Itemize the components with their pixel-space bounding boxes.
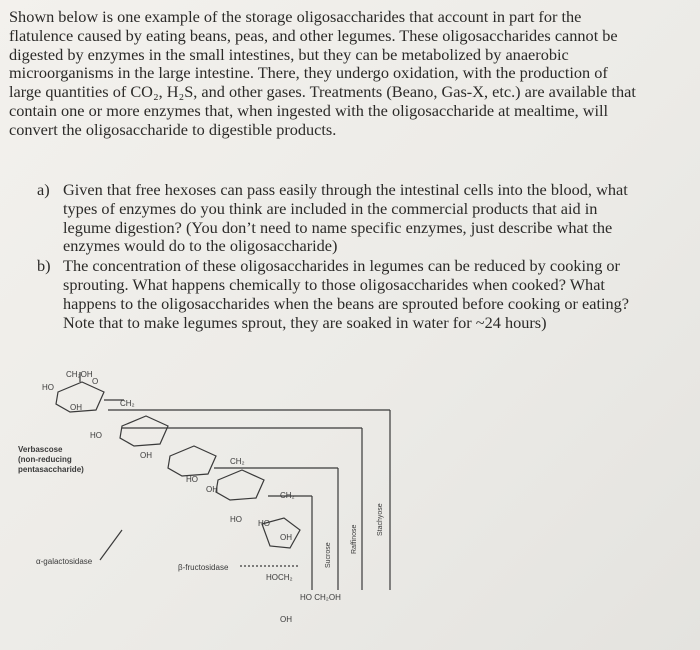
ring-label-ho: HO — [230, 515, 242, 524]
ring-label-ho: HO — [186, 475, 198, 484]
ring-label-ho: HO — [258, 519, 270, 528]
ring-label-oh: OH — [206, 485, 218, 494]
sucrose-label: Sucrose — [325, 542, 332, 568]
question-line: happens to the oligosaccharides when the beans are sprouted before cooking or eating? — [63, 293, 630, 313]
question-line: Given that free hexoses can pass easily through the intestinal cells into the blood, what — [63, 180, 628, 199]
verbascose-structure-diagram — [0, 360, 700, 650]
ring-label-ho: HO — [90, 431, 102, 440]
question-label: a) — [37, 180, 50, 199]
verbascose-note: pentasaccharide) — [18, 465, 84, 474]
ring-label-oh: OH — [140, 451, 152, 460]
ring-label-o: O — [92, 377, 99, 386]
intro-line: large quantities of CO₂, H₂S, and other gases. Treatments (Beano, Gas-X, etc.) are available that — [9, 82, 636, 102]
intro-line: microorganisms in the large intestine. There, they undergo oxidation, with the production of — [9, 63, 608, 83]
raffinose-label: Raffinose — [351, 524, 358, 554]
question-list — [37, 181, 692, 333]
intro-paragraph — [9, 8, 697, 140]
ring-label-oh: OH — [280, 533, 292, 542]
ring-label-hoch2oh: HO CH₂OH — [300, 593, 341, 602]
question-line: The concentration of these oligosaccharides in legumes can be reduced by cooking or — [63, 256, 620, 276]
alpha-galactosidase-label: α-galactosidase — [36, 557, 93, 566]
stachyose-label: Stachyose — [377, 503, 384, 536]
intro-line: contain one or more enzymes that, when ingested with the oligosaccharide at mealtime, will — [9, 100, 609, 120]
question-line: sprouting. What happens chemically to those oligosaccharides when cooked? What — [63, 274, 605, 294]
ring-label-ch2: CH₂ — [120, 399, 135, 408]
question-line: enzymes would do to the oligosaccharide) — [63, 236, 338, 256]
verbascose-note: (non-reducing — [18, 455, 72, 464]
ring-label-ch2: CH₂ — [280, 491, 295, 500]
intro-line: Shown below is one example of the storage oligosaccharides that account in part for the — [9, 7, 582, 26]
ring-label-hoch2: HOCH₂ — [266, 573, 293, 582]
ring-label-ho: HO — [42, 383, 54, 392]
galactose-ring-3 — [168, 446, 216, 476]
question-line: types of enzymes do you think are included in the commercial products that aid in — [63, 198, 598, 218]
ring-label-ch2oh: CH₂OH — [66, 370, 93, 379]
intro-line: digested by enzymes in the small intestines, but they can be metabolized by anaerobic — [9, 44, 569, 64]
question-a — [37, 181, 692, 256]
ring-label-ch2: CH₂ — [230, 457, 245, 466]
ring-label-oh: OH — [70, 403, 82, 412]
question-label: b) — [37, 256, 51, 276]
question-b — [37, 257, 692, 332]
intro-line: convert the oligosaccharide to digestible products. — [9, 119, 337, 139]
question-line: Note that to make legumes sprout, they are soaked in water for ~24 hours) — [63, 312, 547, 332]
beta-fructosidase-label: β-fructosidase — [178, 563, 229, 572]
ring-label-oh: OH — [280, 615, 292, 624]
question-line: legume digestion? (You don’t need to name specific enzymes, just describe what the — [63, 217, 613, 237]
glucose-ring — [216, 470, 264, 500]
verbascose-label: Verbascose — [18, 445, 63, 454]
intro-line: flatulence caused by eating beans, peas, and other legumes. These oligosaccharides cannot be — [9, 25, 618, 45]
galactose-ring-2 — [120, 416, 168, 446]
